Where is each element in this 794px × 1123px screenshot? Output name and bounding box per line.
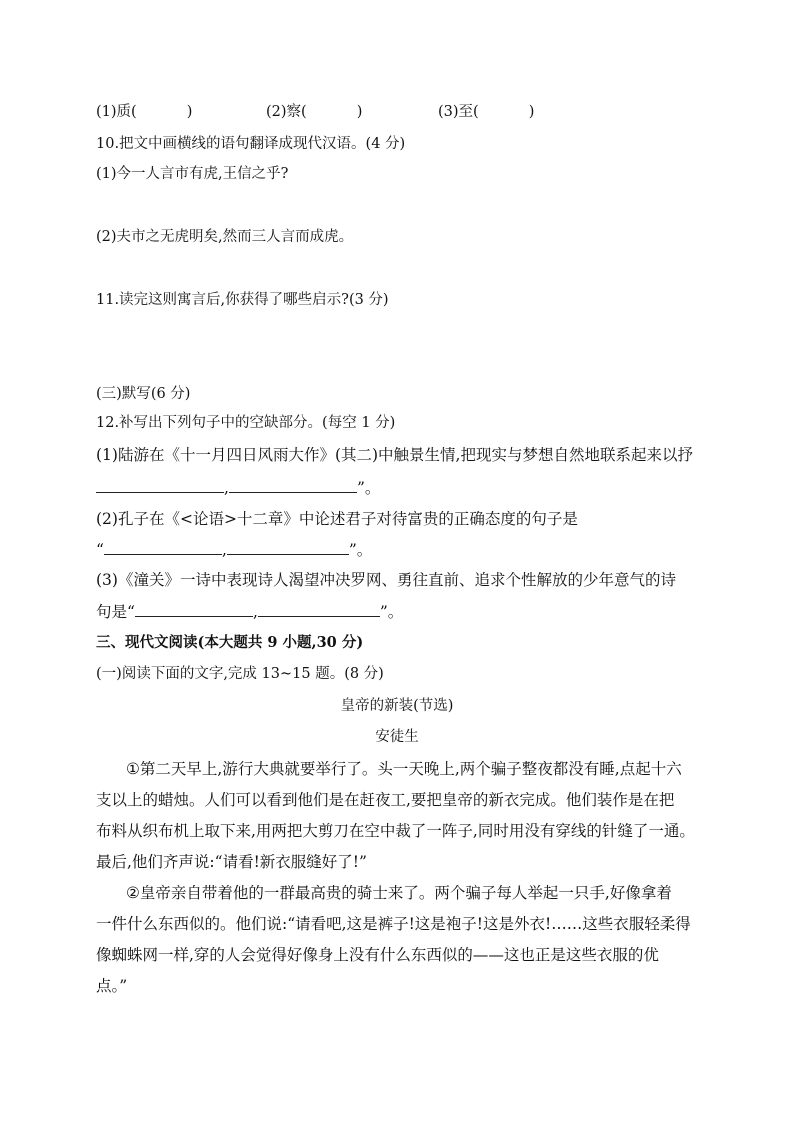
q12-item-2-line-2 xyxy=(96,539,372,560)
answer-blank[interactable] xyxy=(258,601,380,617)
q12-item-1-sep: , xyxy=(224,479,229,497)
paragraph-2-line-2: 一件什么东西似的。他们说:“请看吧,这是裤子!这是袍子!这是外衣!……这些衣服轻柔得 xyxy=(96,915,691,933)
paragraph-1-line-4: 最后,他们齐声说:“请看!新衣服缝好了!” xyxy=(96,853,367,871)
answer-blank[interactable] xyxy=(135,601,253,617)
q12-title: 12.补写出下列句子中的空缺部分。(每空 1 分) xyxy=(96,415,396,431)
paragraph-2-line-4: 点。” xyxy=(96,977,128,995)
q9-item-2 xyxy=(266,102,438,122)
answer-blank[interactable] xyxy=(96,477,224,493)
q12-item-1-line-1: (1)陆游在《十一月四日风雨大作》(其二)中触景生情,把现实与梦想自然地联系起来以抒 xyxy=(96,446,693,464)
paragraph-2-text: 皇帝亲自带着他的一群最高贵的骑士来了。两个骗子每人举起一只手,好像拿着 xyxy=(139,884,672,902)
q9-item-2-label: (2)察( xyxy=(266,104,307,120)
dictation-heading: (三)默写(6 分) xyxy=(96,386,191,402)
q10-title: 10.把文中画横线的语句翻译成现代汉语。(4 分) xyxy=(96,136,406,152)
q9-item-3 xyxy=(438,104,534,120)
paragraph-1-number: ① xyxy=(126,760,140,778)
q10-sentence-2: (2)夫市之无虎明矣,然而三人言而成虎。 xyxy=(96,229,354,245)
q9-item-2-close: ) xyxy=(356,104,363,120)
q12-item-2-sep: , xyxy=(221,541,227,559)
q12-item-2-line-1: (2)孔子在《<论语>十二章》中论述君子对待富贵的正确态度的句子是 xyxy=(96,510,578,528)
paragraph-1-line-2: 支以上的蜡烛。人们可以看到他们是在赶夜工,要把皇帝的新衣完成。他们装作是在把 xyxy=(96,791,675,809)
q12-item-2-prefix: “ xyxy=(96,541,104,559)
paragraph-1-line-3: 布料从织布机上取下来,用两把大剪刀在空中裁了一阵子,同时用没有穿线的针缝了一通。 xyxy=(96,822,695,840)
answer-blank[interactable] xyxy=(104,539,222,555)
q12-item-3-line-2 xyxy=(96,601,403,622)
q12-item-3-sep: , xyxy=(252,603,258,621)
q12-item-3-prefix: 句是“ xyxy=(96,603,135,621)
modern-reading-heading: 三、现代文阅读(本大题共 9 小题,30 分) xyxy=(96,634,364,651)
q9-items-line xyxy=(96,102,534,122)
q12-item-1-suffix: ”。 xyxy=(356,479,381,497)
q9-item-3-label: (3)至( xyxy=(438,104,479,120)
q9-item-1-label: (1)质( xyxy=(96,104,137,120)
paragraph-2-line-3: 像蜘蛛网一样,穿的人会觉得好像身上没有什么东西似的——这也正是这些衣服的优 xyxy=(96,946,659,964)
q9-item-3-close: ) xyxy=(528,104,535,120)
modern-reading-subheading: (一)阅读下面的文字,完成 13~15 题。(8 分) xyxy=(96,666,384,682)
paragraph-1-line-1 xyxy=(126,759,682,779)
q10-sentence-1: (1)今一人言市有虎,王信之乎? xyxy=(96,166,289,182)
paragraph-2-number: ② xyxy=(126,884,140,902)
q12-item-2-suffix: ”。 xyxy=(348,541,373,559)
answer-blank[interactable] xyxy=(229,477,357,493)
article-author: 安徒生 xyxy=(375,729,419,745)
q11-title: 11.读完这则寓言后,你获得了哪些启示?(3 分) xyxy=(96,292,389,308)
article-title: 皇帝的新装(节选) xyxy=(340,698,454,714)
q12-item-3-line-1: (3)《潼关》一诗中表现诗人渴望冲决罗网、勇往直前、追求个性解放的少年意气的诗 xyxy=(96,571,676,589)
paragraph-2-line-1 xyxy=(126,883,672,903)
q12-item-3-suffix: ”。 xyxy=(379,603,404,621)
q12-item-1-line-2 xyxy=(96,477,380,498)
q9-item-1-close: ) xyxy=(186,104,193,120)
paragraph-1-text: 第二天早上,游行大典就要举行了。头一天晚上,两个骗子整夜都没有睡,点起十六 xyxy=(139,760,682,778)
q9-item-1 xyxy=(96,102,266,122)
answer-blank[interactable] xyxy=(227,539,349,555)
